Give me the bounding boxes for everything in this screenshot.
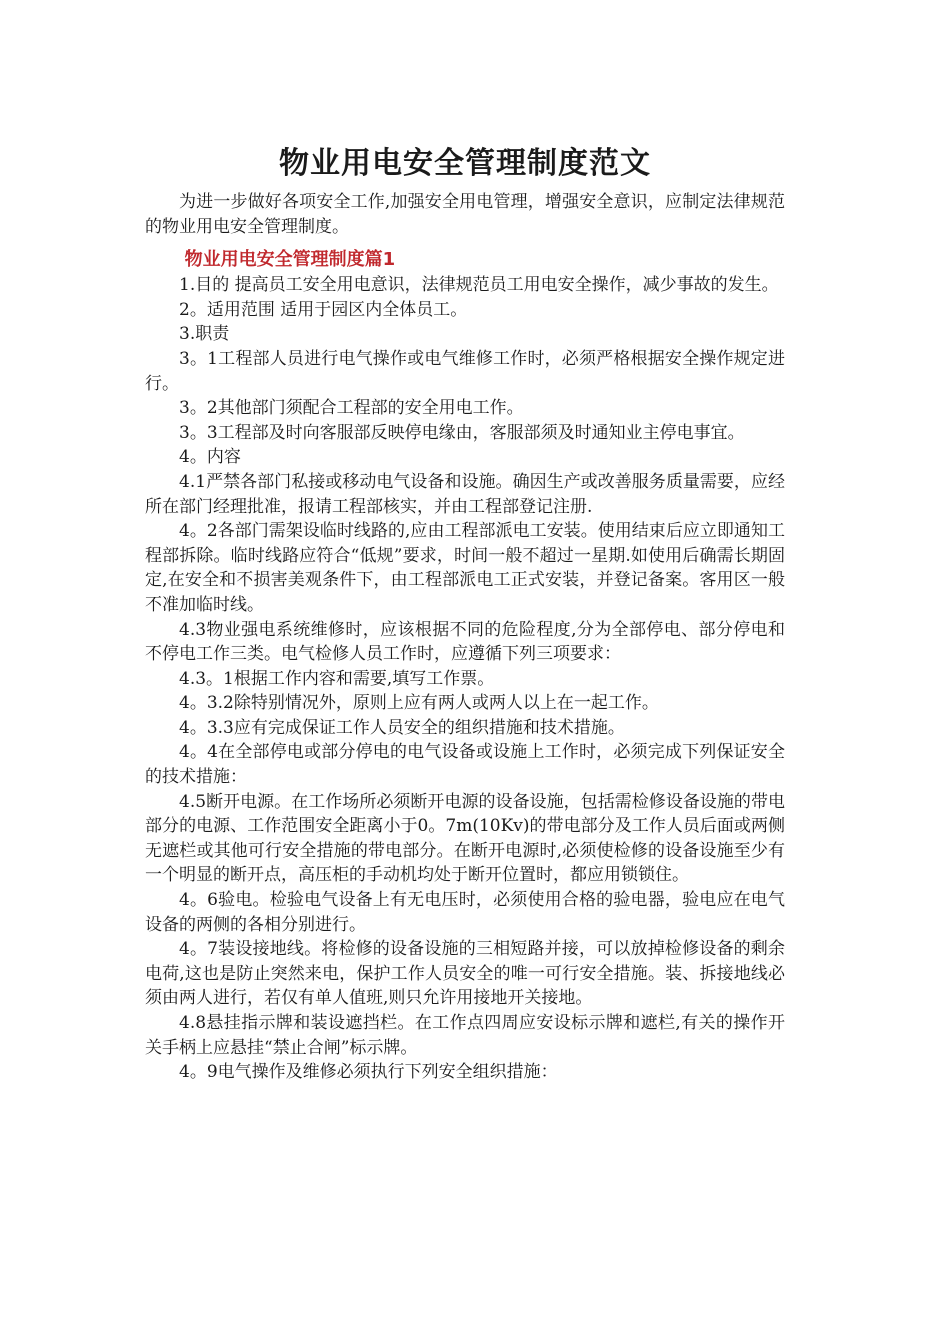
paragraph-15: 4.5断开电源。在工作场所必须断开电源的设备设施，包括需检修设备设施的带电部分的电源、工作范围安全距离小于0。7m(10Kv)的带电部分及工作人员后面或两侧无遮栏或其他可行安全措施的带电部分。在断开电源时,必须使检修的设备设施至少有一个明显的断开点，高压柜的手动机均处于断开位置时，都应用锁锁住。 <box>145 791 785 886</box>
paragraph-19: 4。9电气操作及维修必须执行下列安全组织措施： <box>179 1062 558 1083</box>
paragraph-6: 3。3工程部及时向客服部反映停电缘由，客服部须及时通知业主停电事宜。 <box>179 422 745 443</box>
paragraph-11: 4.3。1根据工作内容和需要,填写工作票。 <box>179 668 495 689</box>
paragraph-1: 1.目的 提高员工安全用电意识，法律规范员工用电安全操作，减少事故的发生。 <box>179 275 779 296</box>
section-heading: 物业用电安全管理制度篇1 <box>184 249 396 271</box>
paragraph-4: 3。1工程部人员进行电气操作或电气维修工作时，必须严格根据安全操作规定进行。 <box>145 348 785 394</box>
paragraph-10: 4.3物业强电系统维修时，应该根据不同的危险程度,分为全部停电、部分停电和不停电工作三类。电气检修人员工作时，应遵循下列三项要求： <box>145 619 785 665</box>
document-title: 物业用电安全管理制度范文 <box>279 146 651 181</box>
document-page <box>145 140 785 1085</box>
paragraph-5: 3。2其他部门须配合工程部的安全用电工作。 <box>179 398 524 419</box>
paragraph-14: 4。4在全部停电或部分停电的电气设备或设施上工作时，必须完成下列保证安全的技术措施： <box>145 742 785 788</box>
paragraph-13: 4。3.3应有完成保证工作人员安全的组织措施和技术措施。 <box>179 717 625 738</box>
paragraph-9: 4。2各部门需架设临时线路的,应由工程部派电工安装。使用结束后应立即通知工程部拆除。临时线路应符合“低规”要求，时间一般不超过一星期.如使用后确需长期固定,在安全和不损害美观条件下，由工程部派电工正式安装，并登记备案。客用区一般不准加临时线。 <box>145 521 785 615</box>
paragraph-12: 4。3.2除特别情况外，原则上应有两人或两人以上在一起工作。 <box>179 693 659 714</box>
paragraph-3: 3.职责 <box>179 324 230 345</box>
intro-paragraph: 为进一步做好各项安全工作,加强安全用电管理，增强安全意识，应制定法律规范的物业用电安全管理制度。 <box>145 192 785 237</box>
paragraph-7: 4。内容 <box>179 447 241 468</box>
paragraph-2: 2。适用范围 适用于园区内全体员工。 <box>179 299 468 320</box>
paragraph-17: 4。7装设接地线。将检修的设备设施的三相短路并接，可以放掉检修设备的剩余电荷,这也是防止突然来电，保护工作人员安全的唯一可行安全措施。装、拆接地线必须由两人进行，若仅有单人值班,则只允许用接地开关接地。 <box>145 939 785 1009</box>
paragraph-16: 4。6验电。检验电气设备上有无电压时，必须使用合格的验电器，验电应在电气设备的两侧的各相分别进行。 <box>145 890 785 935</box>
paragraph-18: 4.8悬挂指示牌和装设遮挡栏。在工作点四周应安设标示牌和遮栏,有关的操作开关手柄上应悬挂“禁止合闸”标示牌。 <box>145 1013 785 1058</box>
paragraph-8: 4.1严禁各部门私接或移动电气设备和设施。确因生产或改善服务质量需要，应经所在部门经理批准，报请工程部核实，并由工程部登记注册. <box>145 471 785 517</box>
